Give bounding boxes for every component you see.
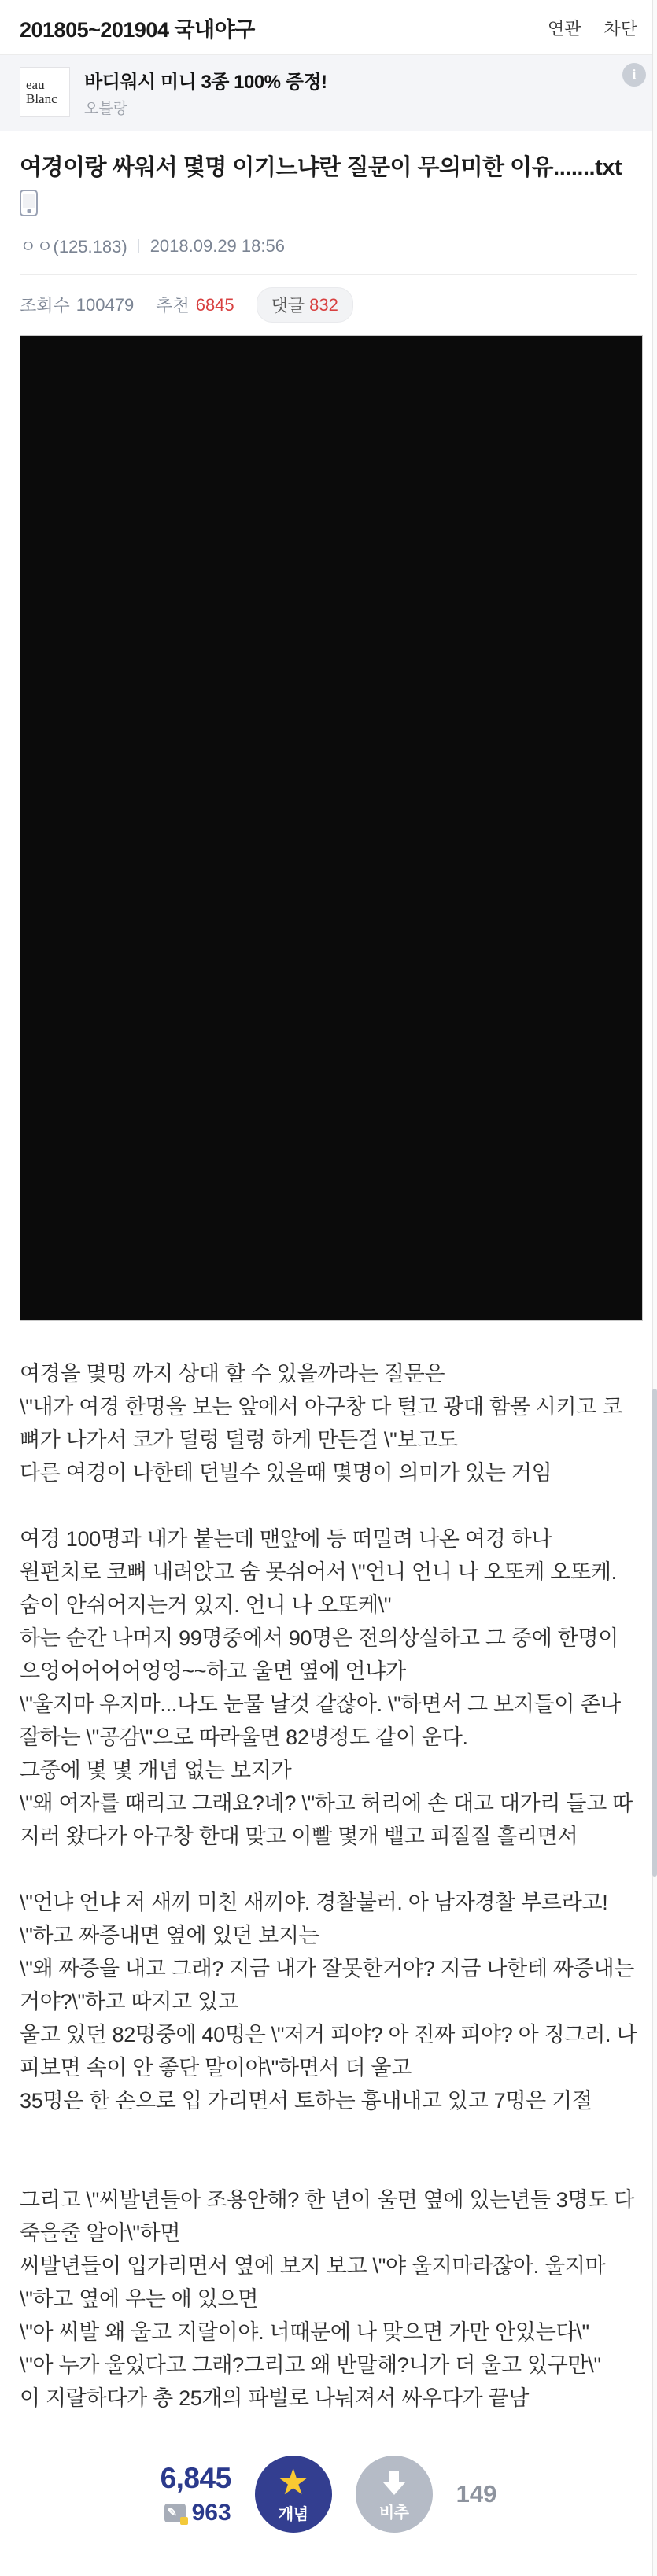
- ad-text: [84, 66, 327, 118]
- block-link[interactable]: 차단: [603, 19, 637, 39]
- body-line: 여경을 몇명 까지 상대 할 수 있을까라는 질문은: [20, 1362, 445, 1386]
- comment-count-badge[interactable]: [257, 287, 353, 323]
- views-stat: [20, 293, 134, 317]
- body-line: \"하고 짜증내면 옆에 있던 보지는: [20, 1924, 319, 1947]
- scrollbar-thumb[interactable]: [652, 1389, 657, 1877]
- views-count: 100479: [76, 294, 135, 315]
- scrollbar-track[interactable]: [652, 0, 657, 2576]
- ad-banner[interactable]: [0, 55, 657, 131]
- post-datetime: 2018.09.29 18:56: [149, 235, 285, 256]
- downvote-total: 149: [456, 2480, 497, 2508]
- body-line: 다른 여경이 나한테 던빌수 있을때 몇명이 의미가 있는 거임: [20, 1461, 552, 1485]
- ad-logo-line2: Blanc: [26, 91, 57, 106]
- body-line: \"아 누가 울었다고 그래?그리고 왜 반말해?니가 더 울고 있구만\": [20, 2353, 601, 2377]
- vote-area: [20, 2456, 637, 2564]
- downvote-button-label: 비추: [378, 2504, 409, 2522]
- body-line: \"왜 여자를 때리고 그래요?네? \"하고 허리에 손 대고 대가리 들고 따지러 왔다가 아구창 한대 맞고 이빨 몇개 뱉고 피질질 흘리면서: [20, 1792, 633, 1848]
- upvote-stat: [156, 293, 234, 317]
- body-line: [20, 2150, 637, 2183]
- ad-logo-line1: eau: [26, 77, 45, 92]
- body-line: 이 지랄하다가 총 25개의 파벌로 나눠져서 싸우다가 끝남: [20, 2386, 530, 2410]
- upvote-total: 6,845: [160, 2462, 231, 2494]
- post-image-black[interactable]: [20, 335, 643, 1321]
- related-link[interactable]: 연관: [547, 19, 581, 39]
- post-body: [20, 1357, 637, 2415]
- post-stats: [20, 275, 637, 334]
- ad-logo: [20, 67, 70, 117]
- downvote-button[interactable]: [356, 2456, 433, 2533]
- star-icon: ★: [277, 2460, 310, 2502]
- body-line: 씨발년들이 입가리면서 옆에 보지 보고 \"야 울지마라잖아. 울지마: [20, 2254, 606, 2278]
- gallery-title: 201805~201904 국내야구: [20, 18, 255, 42]
- body-line: \"울지마 우지마...나도 눈물 날것 같잖아. \"하면서 그 보지들이 존나 잘하는 \"공감\"으로 따라울면 82명정도 같이 운다.: [20, 1692, 621, 1749]
- body-line: \"왜 짜증을 내고 그래? 지금 내가 잘못한거야? 지금 나한테 짜증내는 거야?\"하고 따지고 있고: [20, 1957, 635, 2013]
- mobile-phone-icon: [20, 190, 38, 216]
- post-author[interactable]: ㅇㅇ(125.183): [20, 237, 127, 256]
- down-arrow-icon: [378, 2467, 410, 2498]
- comment-total: 963: [191, 2500, 231, 2526]
- header-links: [548, 16, 637, 40]
- body-line: [20, 1853, 637, 1886]
- comment-line[interactable]: [164, 2500, 231, 2526]
- body-line: 그리고 \"씨발년들아 조용안해? 한 년이 울면 옆에 있는년들 3명도 다 죽을줄 알아\"하면: [20, 2188, 635, 2245]
- comment-bubble-icon: ✎: [164, 2504, 186, 2522]
- views-label: 조회수: [20, 296, 70, 316]
- body-line: 원펀치로 코뼈 내려앉고 숨 못쉬어서 \"언니 언니 나 오또케 오또케. 숨이 안쉬어지는거 있지. 언니 나 오또케\": [20, 1560, 617, 1617]
- ad-title: 바디워시 미니 3종 100% 증정!: [84, 72, 327, 93]
- body-line: \"언냐 언냐 저 새끼 미친 새끼야. 경찰불러. 아 남자경찰 부르라고!: [20, 1891, 608, 1914]
- body-line: [20, 2117, 637, 2150]
- upvote-button[interactable]: [255, 2456, 332, 2533]
- post-header: [0, 131, 657, 334]
- post-content: [0, 335, 657, 2564]
- gallery-header: [0, 0, 657, 55]
- vote-counts: [161, 2462, 231, 2526]
- body-line: 여경 100명과 내가 붙는데 맨앞에 등 떠밀려 나온 여경 하나: [20, 1527, 552, 1551]
- body-line: \"하고 옆에 우는 애 있으면: [20, 2287, 259, 2311]
- comments-label: 댓글: [271, 296, 305, 316]
- body-line: \"내가 여경 한명을 보는 앞에서 아구창 다 털고 광대 함몰 시키고 코뼈가 나가서 코가 덜렁 덜렁 하게 만든걸 \"보고도: [20, 1395, 623, 1452]
- upvote-label: 추천: [156, 296, 190, 316]
- upvote-count: 6845: [195, 294, 234, 315]
- body-line: 35명은 한 손으로 입 가리면서 토하는 흉내내고 있고 7명은 기절: [20, 2089, 592, 2113]
- ad-advertiser: 오블랑: [84, 101, 128, 117]
- upvote-button-label: 개념: [278, 2505, 308, 2523]
- body-line: 그중에 몇 몇 개념 없는 보지가: [20, 1759, 292, 1782]
- body-line: \"아 씨발 왜 울고 지랄이야. 너때문에 나 맞으면 가만 안있는다\": [20, 2320, 589, 2344]
- ad-info-icon[interactable]: i: [622, 63, 646, 87]
- body-line: 울고 있던 82명중에 40명은 \"저거 피야? 아 진짜 피야? 아 징그러. 나 피보면 속이 안 좋단 말이야\"하면서 더 울고: [20, 2023, 637, 2080]
- post-meta: [20, 234, 637, 258]
- body-line: [20, 1489, 637, 1522]
- post-title: 여경이랑 싸워서 몇명 이기느냐란 질문이 무의미한 이유.......txt: [20, 155, 622, 180]
- meta-divider: [138, 239, 139, 253]
- comments-count: 832: [309, 294, 338, 315]
- body-line: 하는 순간 나머지 99명중에서 90명은 전의상실하고 그 중에 한명이 으엉어어어어엉엉~~하고 울면 옆에 언냐가: [20, 1626, 619, 1683]
